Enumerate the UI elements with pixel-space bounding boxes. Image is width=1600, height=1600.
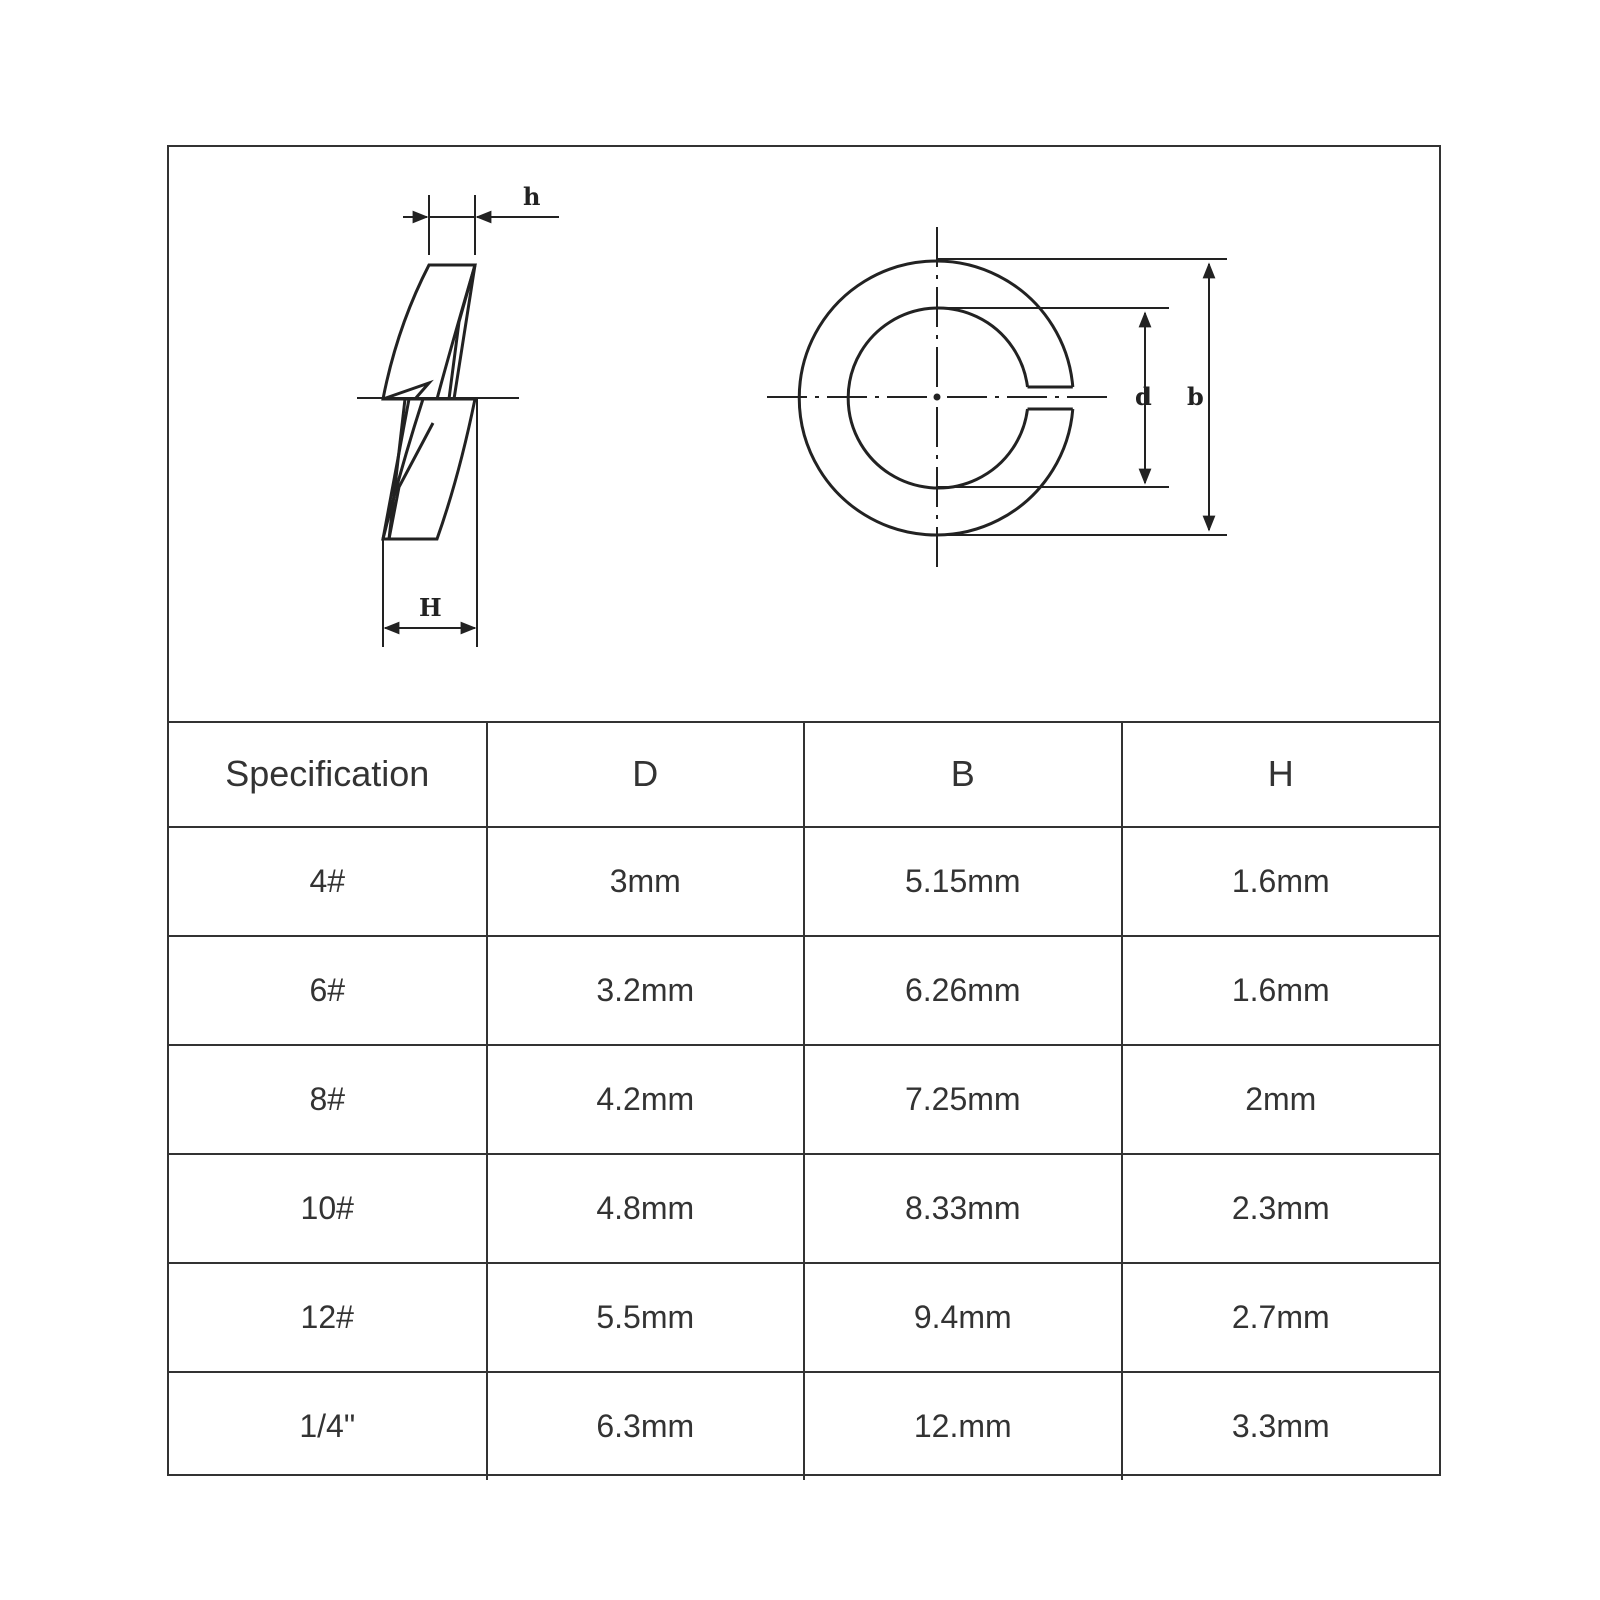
- H-label: H: [419, 593, 442, 622]
- cell-h: 2.7mm: [1122, 1263, 1440, 1372]
- cell-d: 4.2mm: [487, 1045, 805, 1154]
- cell-b: 8.33mm: [804, 1154, 1122, 1263]
- table-header-row: [169, 721, 1439, 827]
- table-row: [169, 1045, 1439, 1154]
- cell-d: 3mm: [487, 827, 805, 936]
- cell-b: 9.4mm: [804, 1263, 1122, 1372]
- table-row: [169, 827, 1439, 936]
- table-row: [169, 1154, 1439, 1263]
- technical-drawing-panel: [169, 147, 1439, 723]
- spring-washer-drawing: [169, 147, 1439, 723]
- b-label: b: [1187, 382, 1204, 411]
- cell-specification: 10#: [169, 1154, 487, 1263]
- cell-specification: 6#: [169, 936, 487, 1045]
- cell-h: 3.3mm: [1122, 1372, 1440, 1480]
- cell-b: 6.26mm: [804, 936, 1122, 1045]
- spec-table: [169, 721, 1439, 1480]
- cell-specification: 8#: [169, 1045, 487, 1154]
- cell-b: 7.25mm: [804, 1045, 1122, 1154]
- d-label: d: [1135, 382, 1152, 411]
- header-d: D: [487, 721, 805, 827]
- washer-side-view: [383, 265, 475, 539]
- cell-h: 1.6mm: [1122, 827, 1440, 936]
- cell-h: 2mm: [1122, 1045, 1440, 1154]
- cell-specification: 4#: [169, 827, 487, 936]
- table-row: [169, 1372, 1439, 1480]
- header-b: B: [804, 721, 1122, 827]
- cell-d: 3.2mm: [487, 936, 805, 1045]
- header-h: H: [1122, 721, 1440, 827]
- table-row: [169, 936, 1439, 1045]
- cell-h: 1.6mm: [1122, 936, 1440, 1045]
- cell-b: 12.mm: [804, 1372, 1122, 1480]
- top-view-centerlines: [767, 227, 1109, 567]
- cell-d: 6.3mm: [487, 1372, 805, 1480]
- cell-h: 2.3mm: [1122, 1154, 1440, 1263]
- cell-d: 4.8mm: [487, 1154, 805, 1263]
- cell-d: 5.5mm: [487, 1263, 805, 1372]
- header-specification: Specification: [169, 721, 487, 827]
- table-row: [169, 1263, 1439, 1372]
- cell-b: 5.15mm: [804, 827, 1122, 936]
- cell-specification: 1/4": [169, 1372, 487, 1480]
- h-label: h: [523, 182, 541, 211]
- cell-specification: 12#: [169, 1263, 487, 1372]
- spec-sheet: [167, 145, 1441, 1476]
